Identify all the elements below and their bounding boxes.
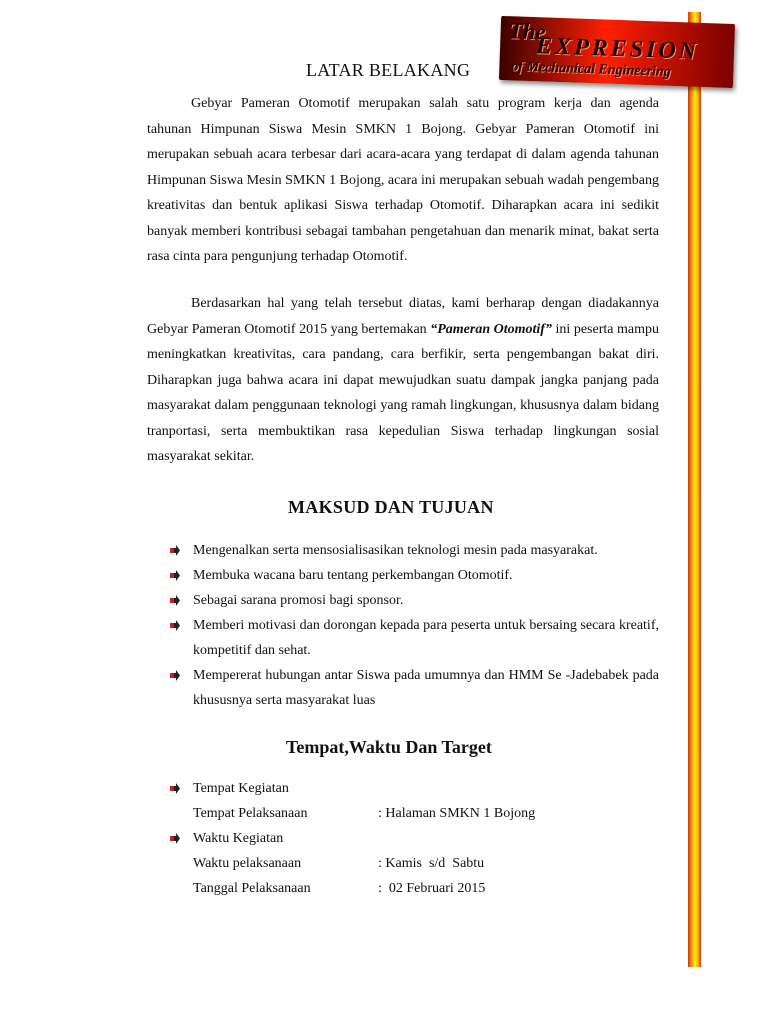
- arrow-bullet-icon: [170, 783, 180, 794]
- tempat-pelaksanaan-label: Tempat Pelaksanaan: [193, 806, 308, 821]
- arrow-bullet-icon: [170, 833, 180, 844]
- tempat-kegiatan-row: [170, 776, 659, 801]
- arrow-bullet-icon: [170, 670, 180, 681]
- list-item: [170, 538, 659, 563]
- latar-belakang-heading: LATAR BELAKANG: [306, 60, 471, 80]
- latar-paragraph-2-text-end: ini peserta mampu meningkatkan kreativitas, cara pandang, cara berfikir, serta pengembangan bakat diri. Diharapkan juga bahwa acara ini dapat mewujudkan suatu dampak jangka panjang pada masyarakat dalam penggunaan teknologi yang ramah lingkungan, khususnya dalam bidang tranportasi, serta membuktikan rasa kepedulian Siswa terhadap lingkungan sosial masyarakat sekitar.: [147, 321, 659, 464]
- latar-paragraph-1: Gebyar Pameran Otomotif merupakan salah satu program kerja dan agenda tahunan Himpunan Siswa Mesin SMKN 1 Bojong. Gebyar Pameran Otomotif ini merupakan sebuah acara terbesar dari acara-acara yang terdapat di dalam agenda tahunan Himpunan Siswa Mesin SMKN 1 Bojong, acara ini merupakan sebuah wadah pengembang kreativitas dan bentuk aplikasi Siswa terhadap Otomotif. Diharapkan acara ini sedikit banyak memberi kontribusi sebagai tambahan pengetahuan dan menarik minat, bakat serta rasa cinta para pengunjung terhadap Otomotif.: [147, 96, 659, 264]
- tempat-waktu-heading: Tempat,Waktu Dan Target: [286, 737, 492, 757]
- logo-text-the: The: [508, 18, 547, 45]
- list-item: [170, 563, 659, 588]
- logo-text-subtitle: of Mechanical Engineering: [511, 59, 672, 80]
- arrow-bullet-icon: [170, 545, 180, 556]
- list-item: [170, 613, 659, 663]
- waktu-pelaksanaan-label: Waktu pelaksanaan: [193, 856, 302, 871]
- tempat-pelaksanaan-value: : Halaman SMKN 1 Bojong: [378, 806, 536, 821]
- arrow-bullet-icon: [170, 570, 180, 581]
- arrow-bullet-icon: [170, 620, 180, 631]
- tanggal-pelaksanaan-row: [170, 876, 659, 901]
- theme-emphasis: “Pameran Otomotif”: [430, 321, 552, 337]
- list-item: [170, 588, 659, 613]
- maksud-tujuan-heading: MAKSUD DAN TUJUAN: [288, 497, 494, 517]
- arrow-bullet-icon: [170, 595, 180, 606]
- waktu-pelaksanaan-row: [170, 851, 659, 876]
- tempat-kegiatan-label: Tempat Kegiatan: [193, 781, 289, 796]
- tempat-pelaksanaan-row: [170, 801, 659, 826]
- tanggal-pelaksanaan-value: : 02 Februari 2015: [378, 881, 486, 896]
- expresion-logo: [499, 16, 735, 88]
- tanggal-pelaksanaan-label: Tanggal Pelaksanaan: [193, 881, 311, 896]
- list-item-text: Sebagai sarana promosi bagi sponsor.: [193, 593, 404, 608]
- tempat-waktu-list: [170, 776, 659, 901]
- list-item-text: Memberi motivasi dan dorongan kepada para peserta untuk bersaing secara kreatif, kompetitif dan sehat.: [193, 618, 659, 658]
- waktu-kegiatan-label: Waktu Kegiatan: [193, 831, 284, 846]
- waktu-pelaksanaan-value: : Kamis s/d Sabtu: [378, 856, 485, 871]
- logo-text-expresion: EXPRESION: [535, 33, 700, 65]
- decorative-side-bar: [688, 12, 701, 967]
- list-item-text: Mengenalkan serta mensosialisasikan teknologi mesin pada masyarakat.: [193, 543, 598, 558]
- waktu-kegiatan-row: [170, 826, 659, 851]
- maksud-list: [170, 538, 659, 713]
- list-item: [170, 663, 659, 713]
- list-item-text: Mempererat hubungan antar Siswa pada umumnya dan HMM Se -Jadebabek pada khususnya serta masyarakat luas: [193, 668, 659, 708]
- latar-paragraph-2-text-start: Berdasarkan hal yang telah tersebut diatas, kami berharap dengan diadakannya Gebyar Pameran Otomotif 2015 yang bertemakan: [147, 296, 659, 337]
- latar-paragraph-2: [147, 291, 659, 470]
- list-item-text: Membuka wacana baru tentang perkembangan Otomotif.: [193, 568, 513, 583]
